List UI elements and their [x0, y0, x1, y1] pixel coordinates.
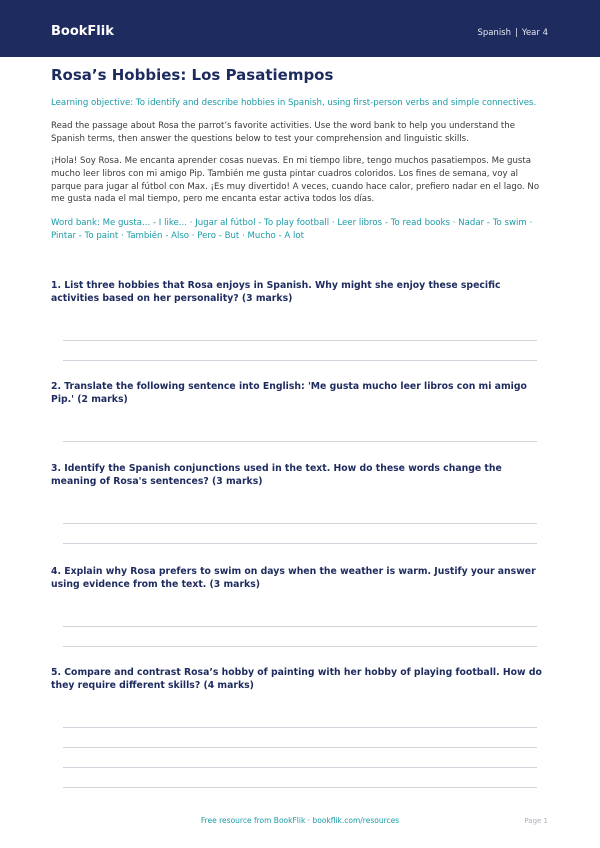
- answer-line[interactable]: [63, 747, 537, 748]
- question-2: 2. Translate the following sentence into English: 'Me gusta mucho leer libros con mi amigo Pip.' (2 marks): [51, 381, 527, 405]
- question-3: 3. Identify the Spanish conjunctions used in the text. How do these words change the meaning of Rosa's sentences? (3 marks): [51, 463, 502, 487]
- meta-separator: |: [515, 28, 518, 38]
- answer-line[interactable]: [63, 543, 537, 544]
- question-5: 5. Compare and contrast Rosa’s hobby of painting with her hobby of playing football. How do they require different skills? (4 marks): [51, 667, 542, 691]
- answer-line[interactable]: [63, 626, 537, 627]
- answer-line[interactable]: [63, 727, 537, 728]
- question-1: 1. List three hobbies that Rosa enjoys in Spanish. Why might she enjoy these specific activities based on her personality? (3 marks): [51, 280, 501, 304]
- answer-line[interactable]: [63, 523, 537, 524]
- instructions: Read the passage about Rosa the parrot’s favorite activities. Use the word bank to help you understand the Spanish terms, then answer the questions below to test your comprehension and linguistic skills.: [51, 121, 515, 144]
- footer-credit: Free resource from BookFlik · bookflik.com/resources: [200, 816, 400, 825]
- answer-line[interactable]: [63, 787, 537, 788]
- answer-line[interactable]: [63, 767, 537, 768]
- answer-line[interactable]: [63, 441, 537, 442]
- page-header: [0, 0, 600, 57]
- page-title: Rosa’s Hobbies: Los Pasatiempos: [51, 66, 334, 84]
- year-label: Year 4: [521, 28, 548, 38]
- subject-year: [477, 28, 548, 38]
- reading-passage: ¡Hola! Soy Rosa. Me encanta aprender cosas nuevas. En mi tiempo libre, tengo muchos pasatiempos. Me gusta mucho leer libros con mi amigo Pip. También me gusta pintar cuadros coloridos. Los fines de semana, voy al parque para jugar al fútbol con Max. ¡Es muy divertido! A veces, cuando hace calor, prefiero nadar en el lago. No me gusta nada el mal tiempo, pero me encanta estar activa todos los días.: [51, 156, 540, 205]
- page-number: Page 1: [524, 817, 548, 825]
- subject-label: Spanish: [477, 28, 512, 38]
- word-bank: Word bank: Me gusta... - I like... · Jugar al fútbol - To play football · Leer libros - To read books · Nadar - To swim · Pintar - To paint · También - Also · Pero - But · Mucho - A lot: [51, 218, 533, 241]
- question-4: 4. Explain why Rosa prefers to swim on days when the weather is warm. Justify your answer using evidence from the text. (3 marks): [51, 566, 536, 590]
- worksheet-body: [51, 66, 548, 243]
- answer-line[interactable]: [63, 340, 537, 341]
- learning-objective: Learning objective: To identify and describe hobbies in Spanish, using first-person verbs and simple connectives.: [51, 98, 537, 108]
- answer-line[interactable]: [63, 360, 537, 361]
- answer-line[interactable]: [63, 646, 537, 647]
- brand-logo: BookFlik: [51, 24, 114, 39]
